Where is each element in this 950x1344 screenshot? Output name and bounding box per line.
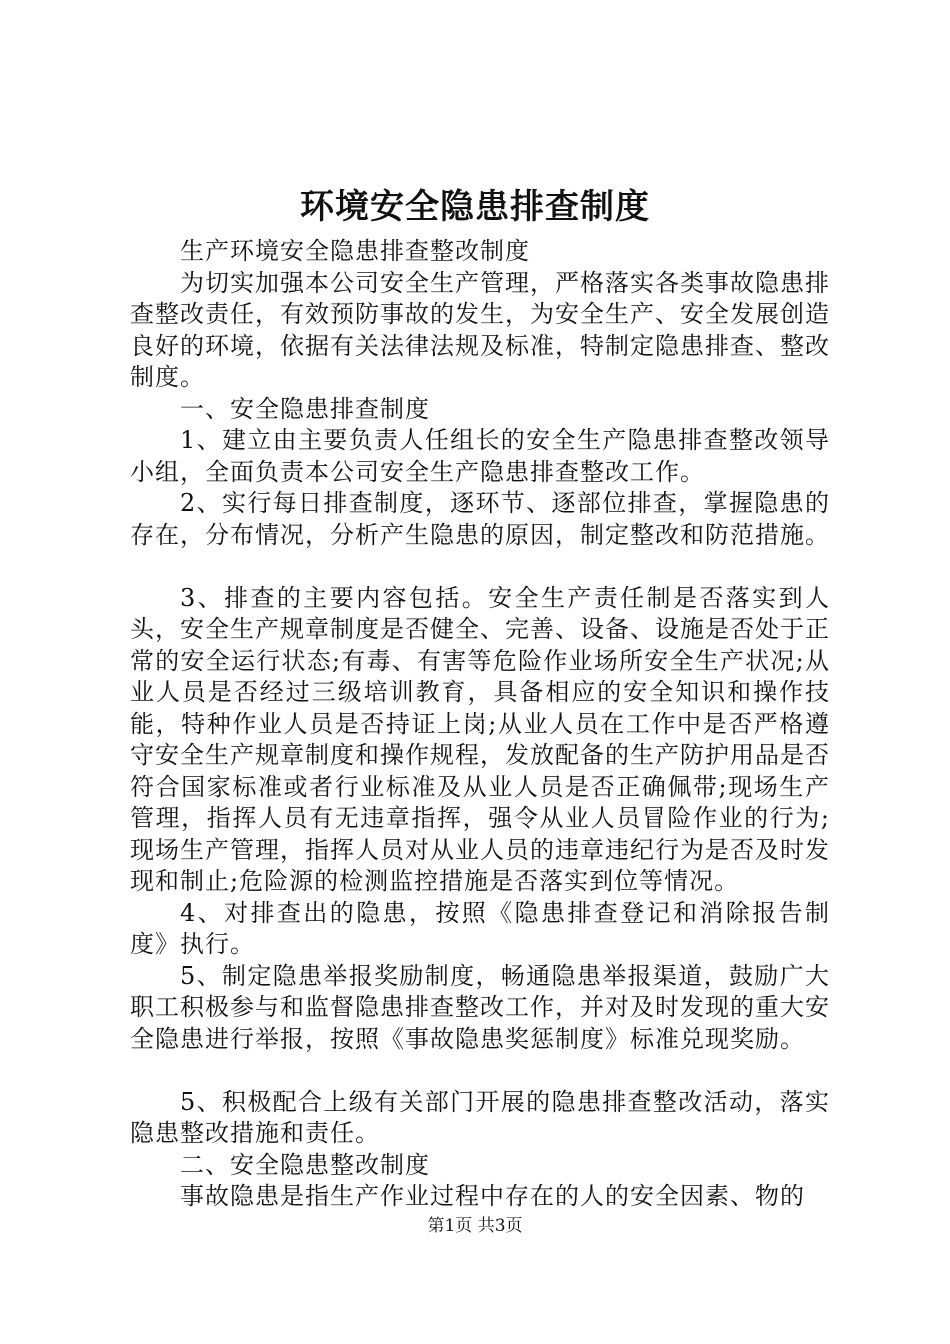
clause-3: 3、排查的主要内容包括。安全生产责任制是否落实到人头，安全生产规章制度是否健全、完善、设备、设施是否处于正常的安全运行状态;有毒、有害等危险作业场所安全生产状况;从业人员是否经过三级培训教育，具备相应的安全知识和操作技能，特种作业人员是否持证上岗;从业人员在工作中是否严格遵守安全生产规章制度和操作规程，发放配备的生产防护用品是否符合国家标准或者行业标准及从业人员是否正确佩带;现场生产管理，指挥人员有无违章指挥，强令从业人员冒险作业的行为;现场生产管理，指挥人员对从业人员的违章违纪行为是否及时发现和制止;危险源的检测监控措施是否落实到位等情况。 [130,583,830,895]
intro-paragraph: 为切实加强本公司安全生产管理，严格落实各类事故隐患排查整改责任，有效预防事故的发生，为安全生产、安全发展创造良好的环境，依据有关法律法规及标准，特制定隐患排查、整改制度。 [130,268,830,391]
clause-1: 1、建立由主要负责人任组长的安全生产隐患排查整改领导小组，全面负责本公司安全生产隐患排查整改工作。 [130,426,830,486]
document-body [130,236,830,1213]
clause-2: 2、实行每日排查制度，逐环节、逐部位排查，掌握隐患的存在，分布情况，分析产生隐患的原因，制定整改和防范措施。 [130,489,830,549]
section-heading-1: 一、安全隐患排查制度 [180,394,430,423]
page-footer: 第1页 共3页 [427,1216,523,1236]
subtitle-paragraph: 生产环境安全隐患排查整改制度 [180,237,530,265]
section-2-paragraph: 事故隐患是指生产作业过程中存在的人的安全因素、物的 [180,1182,805,1210]
clause-5b: 5、积极配合上级有关部门开展的隐患排查整改活动，落实隐患整改措施和责任。 [130,1087,830,1147]
clause-4: 4、对排查出的隐患，按照《隐患排查登记和消除报告制度》执行。 [130,898,830,958]
clause-5: 5、制定隐患举报奖励制度，畅通隐患举报渠道，鼓励广大职工积极参与和监督隐患排查整改工作，并对及时发现的重大安全隐患进行举报，按照《事故隐患奖惩制度》标准兑现奖励。 [130,961,830,1053]
document-title: 环境安全隐患排查制度 [300,187,650,227]
section-heading-2: 二、安全隐患整改制度 [180,1150,430,1179]
